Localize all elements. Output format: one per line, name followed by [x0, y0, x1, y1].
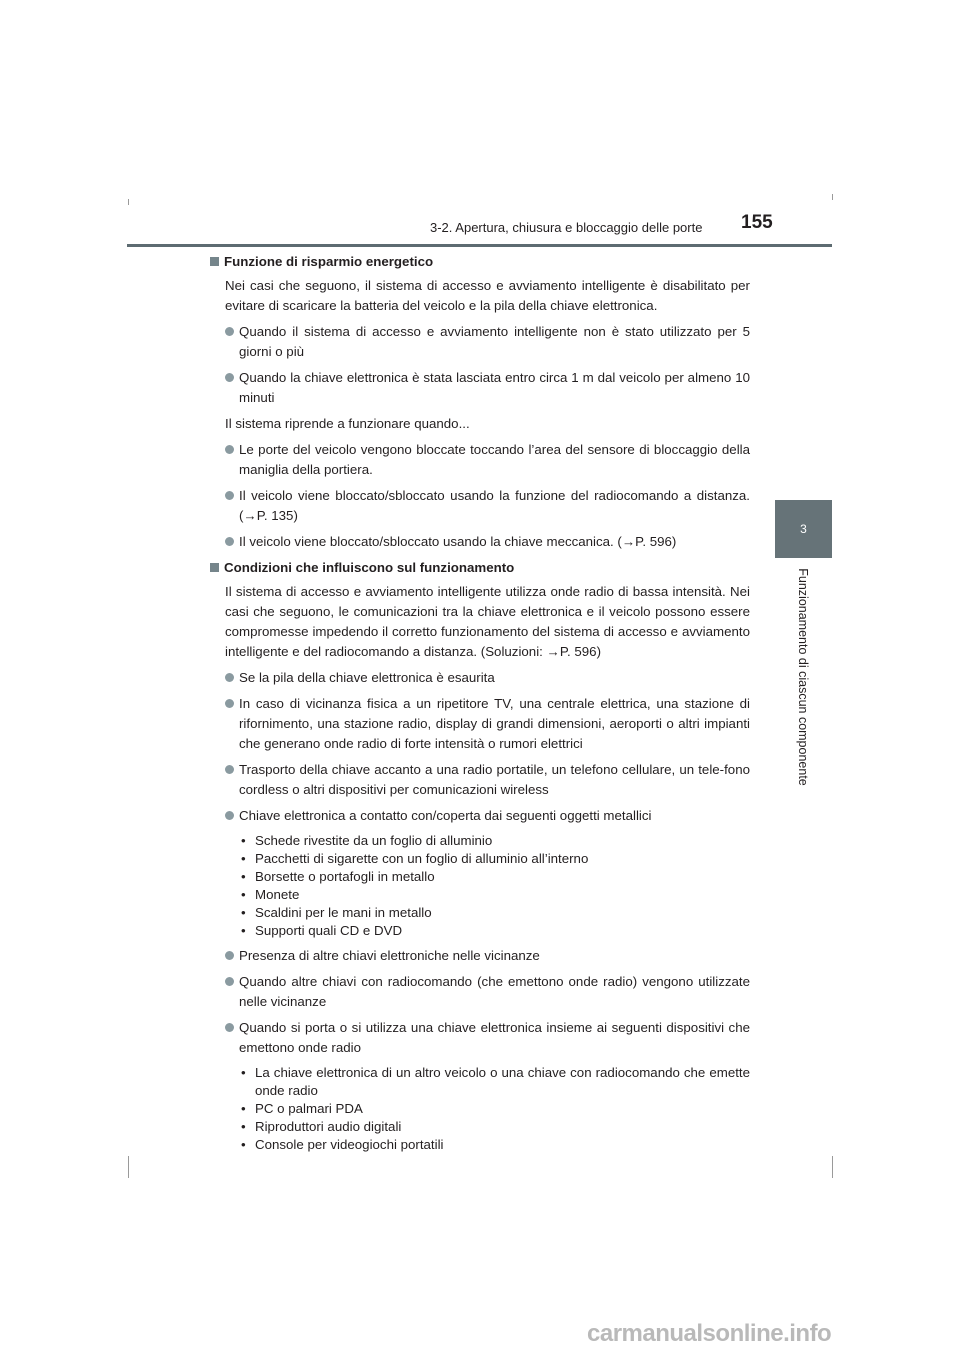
section-title: Funzione di risparmio energetico: [224, 254, 434, 269]
circle-bullet-icon: [225, 951, 234, 960]
sub-list-item: • Supporti quali CD e DVD: [241, 923, 403, 938]
paragraph: Nei casi che seguono, il sistema di accesso e avviamento intelligente è disabilitato per evitare di scaricare la batteria del veicolo e la pila della chiave elettronica.: [225, 278, 750, 313]
chapter-tab[interactable]: 3: [775, 500, 832, 558]
circle-bullet-icon: [225, 491, 234, 500]
list-item: Quando altre chiavi con radiocomando (che emettono onde radio) vengono utilizzate nelle vicinanze: [210, 972, 750, 1012]
list-item: Se la pila della chiave elettronica è esaurita: [210, 668, 750, 688]
circle-bullet-icon: [225, 373, 234, 382]
circle-bullet-icon: [225, 327, 234, 336]
sub-list-item: • Riproduttori audio digitali: [241, 1119, 402, 1134]
sub-list: [210, 1064, 750, 1154]
sub-list-item: • Scaldini per le mani in metallo: [241, 905, 432, 920]
sub-list-item: • Console per videogiochi portatili: [241, 1137, 444, 1152]
sub-list-item: • PC o palmari PDA: [241, 1101, 363, 1116]
list-item: Quando il sistema di accesso e avviamento intelligente non è stato utilizzato per 5 giorni o più: [210, 322, 750, 362]
circle-bullet-icon: [225, 673, 234, 682]
list-item: Quando la chiave elettronica è stata lasciata entro circa 1 m dal veicolo per almeno 10 minuti: [210, 368, 750, 408]
list-item: Il veicolo viene bloccato/sbloccato usando la funzione del radiocomando a distanza. (→P. 135): [210, 486, 750, 526]
crop-mark: [832, 194, 833, 200]
paragraph: Il sistema riprende a funzionare quando...: [225, 416, 470, 431]
circle-bullet-icon: [225, 811, 234, 820]
chapter-side-label: Funzionamento di ciascun componente: [796, 568, 810, 786]
paragraph: Il sistema di accesso e avviamento intelligente utilizza onde radio di bassa intensità. Nei casi che seguono, le comunicazioni tra la chiave elettronica e il veicolo possono essere compromesse impedendo il corretto funzionamento del sistema di accesso e avviamento intelligente e del radiocomando a distanza. (Soluzioni: →P. 596): [225, 584, 750, 659]
circle-bullet-icon: [225, 765, 234, 774]
section-title: Condizioni che influiscono sul funzionamento: [224, 560, 515, 575]
section-header: 3-2. Apertura, chiusura e bloccaggio delle porte: [430, 220, 703, 235]
sub-list-item: • Borsette o portafogli in metallo: [241, 869, 435, 884]
page-content: [210, 252, 750, 1160]
crop-mark: [128, 199, 129, 205]
header-rule: [127, 244, 832, 247]
sub-list-item: • La chiave elettronica di un altro veicolo o una chiave con radiocomando che emette onde radio: [241, 1065, 750, 1098]
list-item: In caso di vicinanza fisica a un ripetitore TV, una centrale elettrica, una stazione di rifornimento, una stazione radio, display di grandi dimensioni, aeroporti o altri impianti che generano onde radio di forte intensità o rumori elettrici: [210, 694, 750, 754]
sub-list-item: • Schede rivestite da un foglio di alluminio: [241, 833, 493, 848]
list-item: Presenza di altre chiavi elettroniche nelle vicinanze: [210, 946, 750, 966]
crop-mark: [832, 1156, 833, 1178]
watermark: carmanualsonline.info: [587, 1320, 832, 1347]
circle-bullet-icon: [225, 977, 234, 986]
list-item: Trasporto della chiave accanto a una radio portatile, un telefono cellulare, un tele-fono cordless o altri dispositivi per comunicazioni wireless: [210, 760, 750, 800]
section-heading: [210, 252, 750, 272]
sub-list-item: • Monete: [241, 887, 300, 902]
square-bullet-icon: [210, 563, 219, 572]
list-item: Quando si porta o si utilizza una chiave elettronica insieme ai seguenti dispositivi che emettono onde radio: [210, 1018, 750, 1058]
circle-bullet-icon: [225, 537, 234, 546]
circle-bullet-icon: [225, 1023, 234, 1032]
crop-mark: [128, 1156, 129, 1178]
square-bullet-icon: [210, 257, 219, 266]
list-item: Il veicolo viene bloccato/sbloccato usando la chiave meccanica. (→P. 596): [210, 532, 750, 552]
circle-bullet-icon: [225, 699, 234, 708]
list-item: Le porte del veicolo vengono bloccate toccando l’area del sensore di bloccaggio della maniglia della portiera.: [210, 440, 750, 480]
list-item: Chiave elettronica a contatto con/coperta dai seguenti oggetti metallici: [210, 806, 750, 826]
circle-bullet-icon: [225, 445, 234, 454]
sub-list-item: • Pacchetti di sigarette con un foglio di alluminio all’interno: [241, 851, 589, 866]
sub-list: [210, 832, 750, 940]
page-number: 155: [741, 212, 773, 233]
section-heading: [210, 558, 750, 578]
